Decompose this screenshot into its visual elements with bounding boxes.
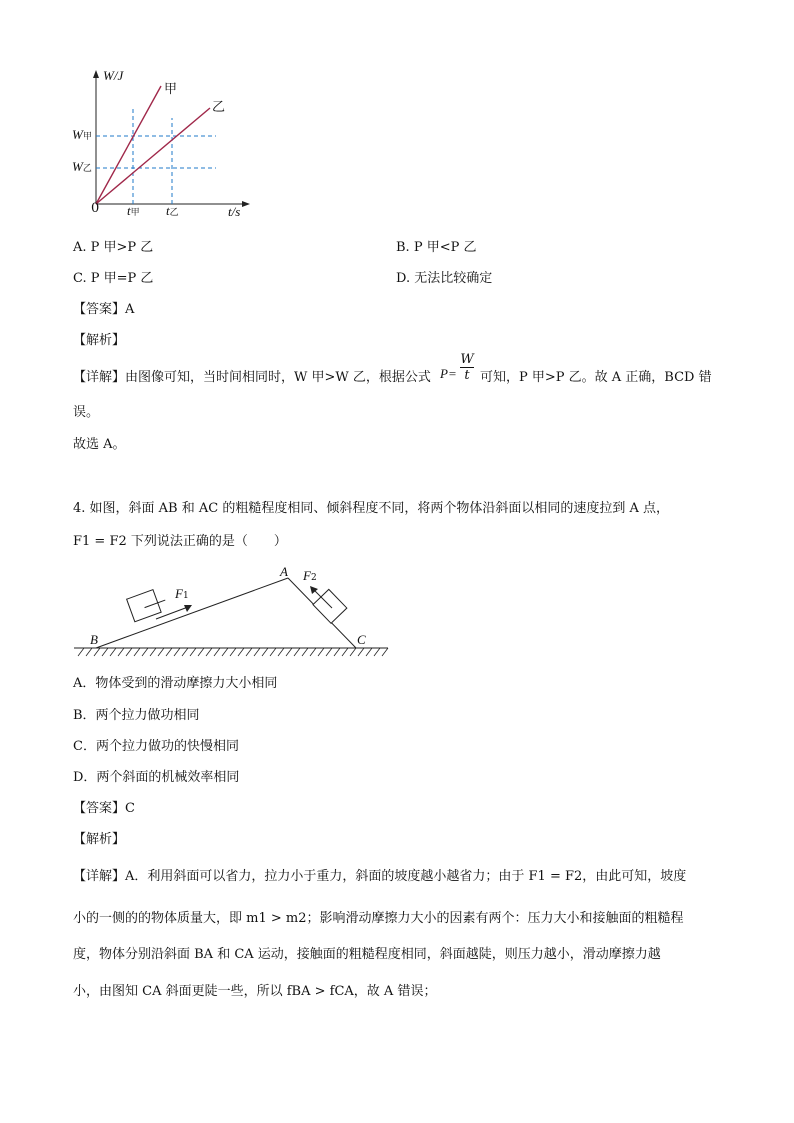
q3-analysis-tag: 【解析】 bbox=[73, 333, 126, 348]
q3-option-a: A. P 甲>P 乙 bbox=[73, 240, 154, 255]
fig-label-b: B bbox=[90, 632, 98, 647]
q3-option-d: D. 无法比较确定 bbox=[396, 271, 493, 286]
y-axis-arrow bbox=[93, 70, 99, 78]
q4-option-c: C．两个拉力做功的快慢相同 bbox=[73, 739, 239, 754]
fig-label-f1: F1 bbox=[175, 586, 189, 601]
y-tick-w-yi: W乙 bbox=[72, 159, 92, 174]
x-axis-arrow bbox=[242, 201, 250, 207]
q3-answer: 【答案】A bbox=[73, 302, 135, 317]
q3-formula-fraction: W t bbox=[460, 352, 474, 383]
line-jia-label: 甲 bbox=[164, 82, 178, 97]
fig-label-f2: F2 bbox=[303, 568, 317, 583]
line-jia bbox=[96, 86, 161, 204]
y-tick-w-jia: W甲 bbox=[72, 127, 92, 142]
q4-detail-line2: 小的一侧的的物体质量大，即 m1 > m2；影响滑动摩擦力大小的因素有两个：压力大小和接触面的粗糙程 bbox=[73, 911, 684, 926]
q3-option-c: C. P 甲=P 乙 bbox=[73, 271, 154, 286]
q4-option-a: A．物体受到的滑动摩擦力大小相同 bbox=[73, 676, 278, 691]
q4-detail-line3: 度，物体分别沿斜面 BA 和 CA 运动，接触面的粗糙程度相同，斜面越陡，则压力越小，滑动摩擦力越 bbox=[73, 947, 661, 962]
q4-answer: 【答案】C bbox=[73, 801, 135, 816]
q3-option-b: B. P 甲<P 乙 bbox=[396, 240, 477, 255]
origin-label: 0 bbox=[91, 201, 100, 216]
x-tick-t-jia: t甲 bbox=[127, 203, 140, 218]
line-yi bbox=[96, 108, 210, 204]
q3-detail-line1-end: 可知，P 甲>P 乙。故 A 正确，BCD 错 bbox=[480, 370, 712, 385]
x-tick-t-yi: t乙 bbox=[166, 203, 179, 218]
q4-stem-line1: 4. 如图，斜面 AB 和 AC 的粗糙程度相同、倾斜程度不同，将两个物体沿斜面以相同的速度拉到 A 点， bbox=[73, 501, 669, 516]
q4-detail-line4: 小，由图知 CA 斜面更陡一些，所以 fBA > fCA，故 A 错误； bbox=[73, 984, 437, 999]
x-axis-label: t/s bbox=[228, 204, 241, 219]
slope-ba bbox=[96, 578, 288, 648]
line-yi-label: 乙 bbox=[212, 100, 226, 115]
q4-option-d: D．两个斜面的机械效率相同 bbox=[73, 770, 240, 785]
q4-analysis-tag: 【解析】 bbox=[73, 832, 126, 847]
incline-figure bbox=[70, 566, 390, 660]
q4-detail-line1: 【详解】A．利用斜面可以省力，拉力小于重力，斜面的坡度越小越省力；由于 F1 = F2，由此可知，坡度 bbox=[73, 869, 687, 884]
q3-choose: 故选 A。 bbox=[73, 437, 126, 452]
q3-detail-line2: 误。 bbox=[73, 405, 100, 420]
y-axis-label: W/J bbox=[103, 68, 124, 83]
fig-label-c: C bbox=[357, 632, 366, 647]
f1-arrow bbox=[156, 607, 188, 619]
q4-stem-line2: F1 = F2 下列说法正确的是（ ） bbox=[73, 534, 287, 549]
q3-formula-p: P= bbox=[440, 366, 457, 381]
q4-option-b: B．两个拉力做功相同 bbox=[73, 708, 200, 723]
q3-detail-line1: 【详解】由图像可知，当时间相同时，W 甲>W 乙，根据公式 bbox=[73, 370, 431, 385]
ground-hatching bbox=[78, 648, 388, 656]
fig-label-a: A bbox=[280, 564, 288, 579]
